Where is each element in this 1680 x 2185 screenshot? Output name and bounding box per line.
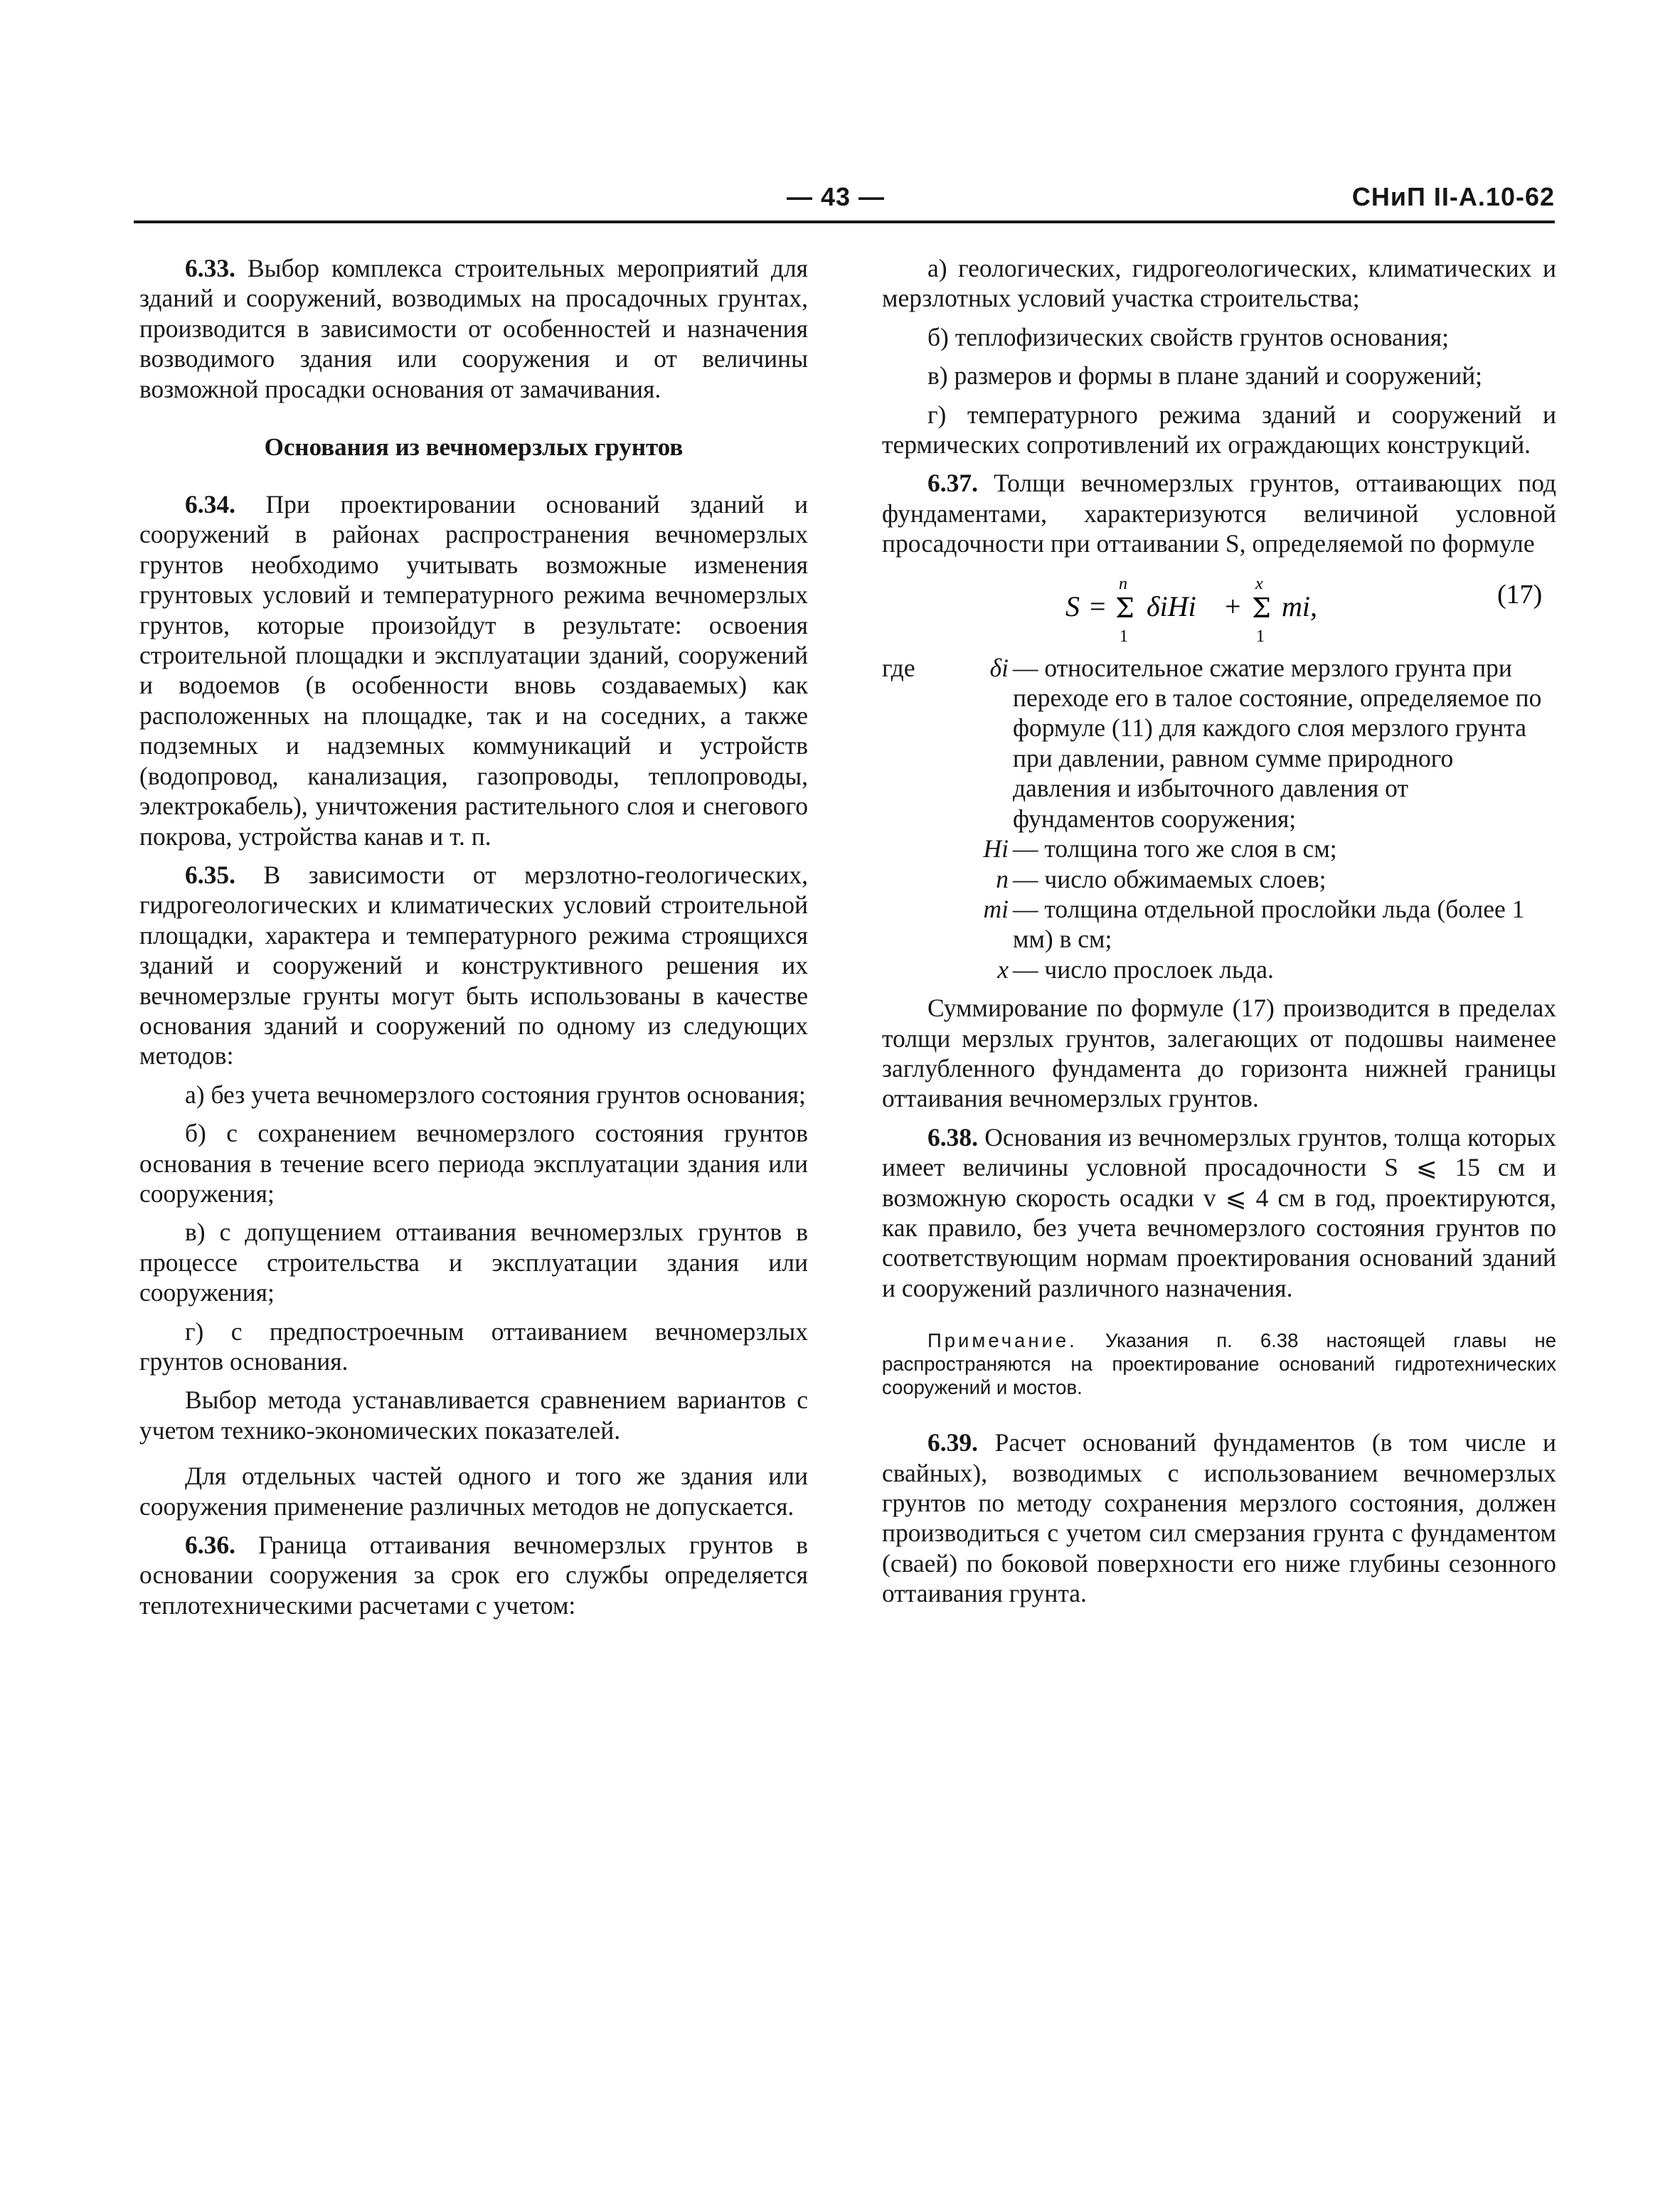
clause-text: В зависимости от мерзлотно-геологических, гидрогеологических и климатических условий строительной площадки, характера и температурного режима строящихся зданий и сооружений и конструктивного решения их вечномерзлые грунты могут быть использованы в качестве основания зданий и сооружений по одному из следующих методов: xyxy=(139,860,809,1070)
clause-6-33 xyxy=(139,253,808,404)
definition-symbol: mi xyxy=(983,894,1009,923)
clause-text: Выбор комплекса строительных мероприятий для зданий и сооружений, возводимых на просадочных грунтах, производится в зависимости от особенностей и назначения возводимого здания или сооружения и от величины возможной просадки основания от замачивания. xyxy=(139,254,808,403)
left-column xyxy=(139,253,808,1620)
definition-symbol: n xyxy=(996,864,1009,893)
sum-sign: Σ xyxy=(1115,592,1134,624)
list-item: а) без учета вечномерзлого состояния грунтов основания; xyxy=(185,1080,806,1109)
formula-graphic xyxy=(882,568,1556,653)
clause-6-36 xyxy=(139,1530,808,1620)
sum-lower-limit: 1 xyxy=(1120,627,1128,646)
list-item: г) с предпостроечным оттаиванием вечномерзлых грунтов основания. xyxy=(139,1317,808,1376)
clause-text: При проектировании оснований зданий и сооружений в районах распространения вечномерзлых грунтов необходимо учитывать возможные изменения грунтовых условий и температурного режима вечномерзлых грунтов, которые произойдут в результате: освоения строительной площадки и эксплуатации зданий, сооружений и водоемов (в особенности вновь создаваемых) как расположенных на площадке, так и на соседних, а также подземных и надземных коммуникаций и устройств (водопровод, канализация, газопроводы, теплопроводы, электрокабель), уничтожения растительного слоя и снегового покрова, устройства канав и т. п. xyxy=(139,490,808,851)
section-heading: Основания из вечномерзлых грунтов xyxy=(264,433,684,462)
clause-text: Граница оттаивания вечномерзлых грунтов в основании сооружения за срок его службы определяется теплотехническими расчетами с учетом: xyxy=(139,1531,809,1620)
clause-number: 6.36. xyxy=(185,1531,235,1560)
sum-lower-limit: 1 xyxy=(1256,627,1265,646)
clause-text: Основания из вечномерзлых грунтов, толща которых имеет величины условной просадочности S ⩽ 15 см и возможную скорость осадки v ⩽ 4 см в год, проектируются, как правило, без учета вечномерзлого состояния грунтов по соответствующим нормам проектирования оснований зданий и сооружений различного назначения. xyxy=(882,1122,1557,1302)
definition-row xyxy=(882,894,1556,955)
page-number: — 43 — xyxy=(787,182,886,211)
definition-text: — число прослоек льда. xyxy=(1013,955,1274,984)
clause-number: 6.39. xyxy=(927,1428,978,1457)
page-header xyxy=(134,182,1555,215)
paragraph: Суммирование по формуле (17) производится в пределах толщи мерзлых грунтов, залегающих от подошвы наименее заглубленного фундамента до горизонта нижней границы оттаивания вечномерзлых грунтов. xyxy=(882,994,1556,1113)
definition-row xyxy=(882,955,1556,984)
formula-equals: = xyxy=(1090,590,1106,622)
formula-term-2: mi, xyxy=(1282,590,1317,622)
clause-6-38 xyxy=(882,1122,1556,1303)
clause-text: Расчет оснований фундаментов (в том числе и свайных), возводимых с использованием вечномерзлых грунтов по методу сохранения мерзлого состояния, должен производиться с учетом сил смерзания грунта с фундаментом (сваей) по боковой поверхности его ниже глубины сезонного оттаивания грунта. xyxy=(882,1428,1556,1608)
definition-text: — толщина отдельной прослойки льда (более 1 мм) в см; xyxy=(1013,894,1525,954)
list-item: в) с допущением оттаивания вечномерзлых грунтов в процессе строительства и эксплуатации здания или сооружения; xyxy=(139,1218,808,1307)
clause-6-35 xyxy=(139,860,808,1071)
formula-17 xyxy=(882,568,1556,653)
definition-row xyxy=(882,834,1556,863)
clause-6-34 xyxy=(139,489,808,851)
definition-row xyxy=(882,653,1556,834)
list-item: г) температурного режима зданий и сооружений и термических сопротивлений их ограждающих конструкций. xyxy=(882,400,1556,459)
definition-text: — толщина того же слоя в см; xyxy=(1013,834,1337,863)
sum-sign: Σ xyxy=(1252,592,1271,624)
clause-6-37 xyxy=(882,468,1556,558)
definition-symbol: x xyxy=(997,955,1009,984)
formula-number: (17) xyxy=(1497,579,1543,610)
clause-text: Толщи вечномерзлых грунтов, оттаивающих под фундаментами, характеризуются величиной условной просадочности при оттаивании S, определяемой по формуле xyxy=(882,469,1556,558)
clause-6-39 xyxy=(882,1428,1556,1608)
formula-lhs: S xyxy=(1065,590,1080,622)
list-item: б) теплофизических свойств грунтов основания; xyxy=(927,322,1449,351)
clause-number: 6.34. xyxy=(185,490,235,519)
clause-number: 6.35. xyxy=(185,860,235,889)
formula-plus: + xyxy=(1225,590,1241,622)
list-item: б) с сохранением вечномерзлого состояния грунтов основания в течение всего периода эксплуатации здания или сооружения; xyxy=(139,1119,808,1208)
sum-upper-limit: n xyxy=(1119,574,1127,593)
note xyxy=(882,1329,1556,1399)
note-label: Примечание. xyxy=(927,1329,1078,1352)
right-column xyxy=(882,253,1556,1609)
definition-symbol: Hi xyxy=(983,834,1009,863)
definition-row xyxy=(882,864,1556,894)
clause-number: 6.33. xyxy=(185,254,235,282)
note-text: Указания п. 6.38 настоящей главы не распространяются на проектирование оснований гидротехнических сооружений и мостов. xyxy=(882,1329,1556,1399)
paragraph: Для отдельных частей одного и того же здания или сооружения применение различных методов не допускается. xyxy=(139,1462,808,1521)
list-item: а) геологических, гидрогеологических, климатических и мерзлотных условий участка строительства; xyxy=(882,254,1556,313)
formula-definitions xyxy=(882,653,1556,984)
paragraph: Выбор метода устанавливается сравнением вариантов с учетом технико-экономических показателей. xyxy=(139,1386,808,1445)
list-item: в) размеров и формы в плане зданий и сооружений; xyxy=(927,361,1483,390)
definition-symbol: δi xyxy=(989,653,1009,682)
header-divider xyxy=(134,220,1555,223)
sum-upper-limit: x xyxy=(1255,574,1263,593)
formula-term-1: δiHi xyxy=(1147,590,1196,622)
definition-text: — относительное сжатие мерзлого грунта при переходе его в талое состояние, определяемое по формуле (11) для каждого слоя мерзлого грунта при давлении, равном сумме природного давления и избыточного давления от фундаментов сооружения; xyxy=(1013,653,1542,833)
definition-text: — число обжимаемых слоев; xyxy=(1013,864,1327,893)
document-code: СНиП II-А.10-62 xyxy=(1351,182,1555,211)
where-word: где xyxy=(882,653,915,682)
clause-number: 6.38. xyxy=(927,1122,978,1152)
clause-number: 6.37. xyxy=(927,469,978,498)
